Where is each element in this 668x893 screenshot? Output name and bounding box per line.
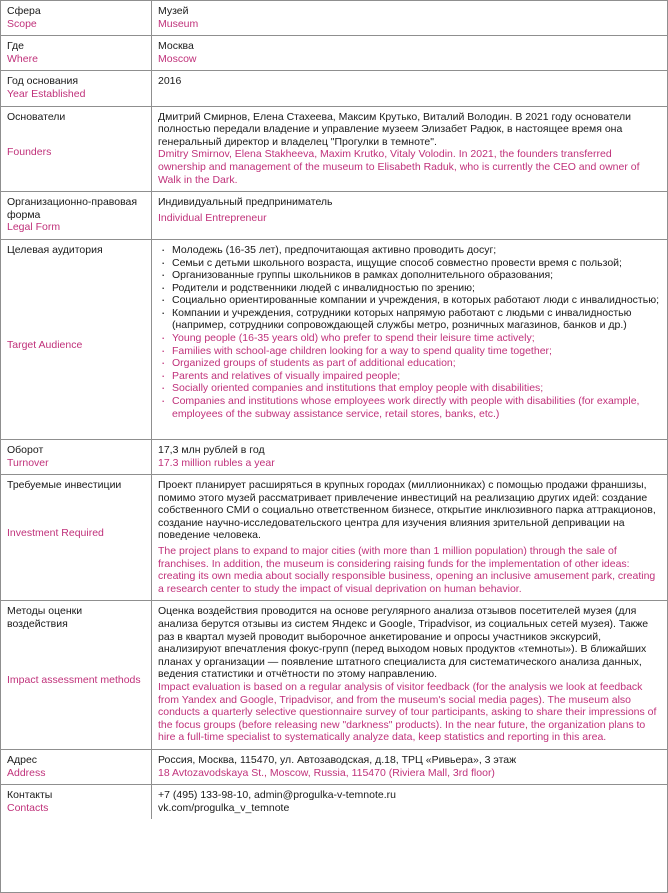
label-en: Impact assessment methods [7,674,141,687]
label-en: Founders [7,145,52,158]
value-ru: Музей [158,5,189,17]
value-ru: Индивидуальный предприниматель [158,196,333,209]
row-value-year-established [152,71,668,106]
value-en: Individual Entrepreneur [158,211,267,224]
label-en: Address [7,766,46,779]
table-row [1,601,667,750]
label-ru: Требуемые инвестиции [7,479,122,492]
label-ru: Контакты [7,789,53,802]
list-item: · Семьи с детьми школьного возраста, ищущие способ совместно провести время с пользой; [158,257,661,270]
label-ru: Основатели [7,110,66,123]
row-label-turnover [1,439,152,474]
spacer [7,492,145,527]
spacer [7,123,145,145]
row-value-investment-required [152,475,668,601]
spacer [7,539,145,574]
label-ru: Организационно-правовая форма [7,196,138,221]
list-item: · Companies and institutions whose employees work directly with people with disabilities (for example, employees of the subway assistance service, retail stores, banks, etc.) [158,395,661,420]
contact-phone-email[interactable]: +7 (495) 133-98-10, admin@progulka-v-temnote.ru [158,789,396,802]
table-row [1,749,667,784]
list-item: · Компании и учреждения, сотрудники которых напрямую работают с людьми с инвалидностью (например, сотрудники сопровождающей службы метро, розничных магазинов, банков и др.) [158,307,661,332]
row-label-contacts [1,785,152,820]
value-en: The project plans to expand to major cities (with more than 1 million population) through the sale of franchises. In addition, the museum is considering raising funds for the implementation of other ideas: creating its own media about socially responsible business, opening an inclusive amusement park, creating a research center to study the impact of visual deprivation on human behavior. [158,545,656,595]
target-audience-list-ru [158,244,661,332]
value-ru: 2016 [158,75,182,88]
spacer [7,352,145,434]
spacer [7,631,145,675]
label-ru: Сфера [7,5,41,17]
list-item: · Organized groups of students as part of additional education; [158,357,661,370]
table-row [1,36,667,71]
row-label-investment-required [1,475,152,601]
table-row [1,785,667,820]
label-ru: Целевая аудитория [7,243,103,256]
row-value-founders [152,106,668,192]
row-value-contacts [152,785,668,820]
row-label-year-established [1,71,152,106]
value-en: 18 Avtozavodskaya St., Moscow, Russia, 115470 (Riviera Mall, 3rd floor) [158,766,495,779]
label-en: Legal Form [7,221,61,234]
value-ru: Проект планирует расширяться в крупных городах (миллионниках) с помощью продажи франшизы, помимо этого музей рассматривает привлечение инвестиций на реализацию других идей: создание собственного СМИ о социально ответственном бизнесе, открытие инклюзивного парка аттракционов, создание научно-исследовательского центра для изучения влияния зрительной депривации на поведение человека. [158,479,656,542]
list-item: · Families with school-age children looking for a way to spend quality time together; [158,345,661,358]
label-en: Target Audience [7,338,83,351]
table-row [1,239,667,439]
contact-social-link[interactable]: vk.com/progulka_v_temnote [158,801,290,814]
table-row [1,439,667,474]
value-ru: Россия, Москва, 115470, ул. Автозаводская, д.18, ТРЦ «Ривьера», 3 этаж [158,753,517,766]
label-ru: Методы оценки воздействия [7,605,83,631]
list-item: · Молодежь (16-35 лет), предпочитающая активно проводить досуг; [158,244,661,257]
row-value-legal-form [152,192,668,240]
label-en: Where [7,52,38,65]
value-en: Dmitry Smirnov, Elena Stakheeva, Maxim Krutko, Vitaly Volodin. In 2021, the founders transferred ownership and management of the museum to Elisabeth Raduk, who is currently the CEO and owner of Walk in the Dark. [158,148,640,186]
row-label-scope [1,1,152,36]
row-label-target-audience [1,239,152,439]
row-value-turnover [152,439,668,474]
label-ru: Год основания [7,75,79,88]
table-row [1,475,667,601]
row-label-founders [1,106,152,192]
spacer [7,158,145,180]
row-label-legal-form [1,192,152,240]
value-ru: Оценка воздействия проводится на основе регулярного анализа отзывов посетителей музея (для анализа берутся отзывы из систем Яндекс и Google, Tripadvisor, из социальных сетей музея). Также раз в квартал музей проводит выборочное анкетирование и опросы участников экскурсий, анализируют впечатления фокус-групп (перед выходом новых продуктов «темноты»). В ближайших планах у организации — появление штатного специалиста для систематического анализа данных, ведения статистики и отчётности по этому направлению. [158,605,649,681]
value-ru: Дмитрий Смирнов, Елена Стахеева, Максим Крутько, Виталий Володин. В 2021 году основатели полностью передали владение и управление музеем Элизабет Радюк, в настоящее время она генеральный директор и владелец "Прогулки в темноте". [158,110,631,148]
row-value-where [152,36,668,71]
list-item: · Социально ориентированные компании и учреждения, в которых работают люди с инвалидностью; [158,294,661,307]
list-item: · Parents and relatives of visually impaired people; [158,370,661,383]
value-en: Impact evaluation is based on a regular analysis of visitor feedback (for the analysis we look at feedback from Yandex and Google, Tripadvisor, and from the museum's social media pages). The museum also conducts a quarterly selective questionnaire survey of tour participants, asking to share their impressions of the focus groups (before releasing new "darkness" products). In the near future, the organization plans to hire a full-time specialist to systematically analyze data, keep statistics and reporting in this area. [158,681,657,744]
label-ru: Где [7,40,24,53]
value-ru: 17,3 млн рублей в год [158,443,265,456]
row-label-impact-assessment [1,601,152,750]
row-value-address [152,749,668,784]
row-label-where [1,36,152,71]
label-ru: Оборот [7,443,44,456]
target-audience-list-en [158,332,661,420]
value-en: 17.3 million rubles a year [158,456,275,469]
list-item: · Родители и родственники людей с инвалидностью по зрению; [158,282,661,295]
value-en: Moscow [158,52,197,65]
row-value-target-audience [152,239,668,439]
museum-profile-table [1,1,667,819]
label-ru: Адрес [7,753,38,766]
row-value-impact-assessment [152,601,668,750]
label-en: Year Established [7,87,86,100]
list-item: · Socially oriented companies and institutions that employ people with disabilities; [158,382,661,395]
spacer [7,257,145,339]
label-en: Contacts [7,801,49,814]
list-item: · Организованные группы школьников в рамках дополнительного образования; [158,269,661,282]
spacer [7,687,145,731]
table-row [1,71,667,106]
row-label-address [1,749,152,784]
label-en: Turnover [7,456,49,469]
value-en: Museum [158,17,199,30]
row-value-scope [152,1,668,36]
table-row [1,192,667,240]
table-row [1,106,667,192]
table-row [1,1,667,36]
label-en: Scope [7,17,37,30]
label-en: Investment Required [7,526,104,539]
list-item: · Young people (16-35 years old) who prefer to spend their leisure time actively; [158,332,661,345]
value-ru: Москва [158,40,194,53]
